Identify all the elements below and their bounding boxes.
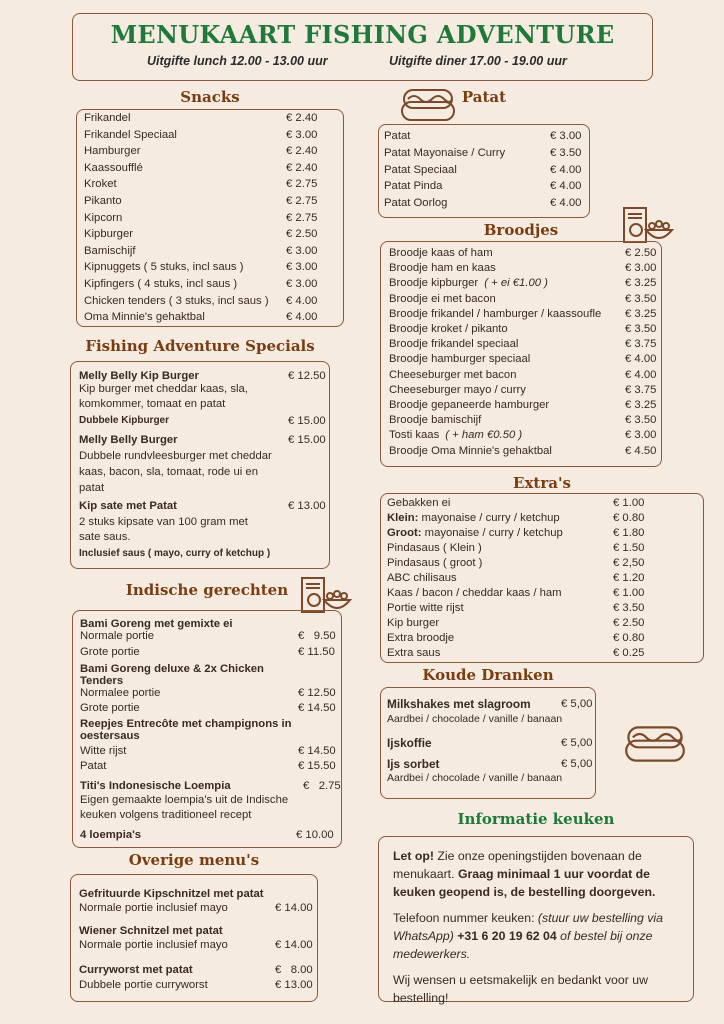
special-melly-kip-name: Melly Belly Kip Burger [79, 370, 199, 382]
menu-item [381, 353, 661, 368]
menu-item-name [389, 308, 601, 320]
menu-item-label: ABC chilisaus [387, 572, 457, 584]
menu-item [381, 542, 703, 557]
menu-item-name [84, 212, 122, 224]
special-sauce-note: Inclusief saus ( mayo, curry of ketchup ) [79, 548, 271, 559]
menu-item-price: € 3.00 [286, 128, 318, 141]
patat-heading: Patat [461, 88, 507, 106]
menu-item-price: € 0.80 [613, 512, 645, 524]
sorbet-desc: Aardbei / chocolade / vanille / banaan [387, 772, 563, 784]
menu-item-label: mayonaise / curry / ketchup [421, 527, 563, 539]
menu-item-label: Frikandel Speciaal [84, 128, 177, 141]
menu-item-price: € 4.50 [625, 444, 657, 457]
menu-item-price: € 4.00 [550, 197, 582, 210]
menu-item-label: Patat [384, 130, 411, 142]
info-phone-note: of bestel bij onze medewerkers. [393, 929, 653, 961]
menu-item-name [387, 647, 440, 659]
menu-item-name [84, 245, 135, 257]
menu-item-name [84, 178, 117, 190]
ijskoffie-name: Ijskoffie [387, 736, 432, 750]
info-notice-text: Zie onze openingstijden bovenaan de menukaart. [393, 849, 642, 881]
menu-item [381, 445, 661, 460]
menu-item-price: € 3.00 [550, 130, 582, 142]
menu-item-label: Broodje Oma Minnie's gehaktbal [389, 444, 552, 457]
menu-item-label: Kipburger [84, 228, 133, 241]
menu-item-name [389, 429, 522, 441]
menu-item-price: € 3.00 [625, 429, 657, 442]
menu-item-label: Broodje gepaneerde hamburger [389, 399, 550, 411]
menu-item-name [387, 617, 439, 629]
broodjes-heading: Broodjes [483, 221, 559, 239]
menu-item [381, 384, 661, 399]
menu-item [77, 112, 343, 129]
menu-item-price: € 2.50 [613, 617, 645, 629]
menu-item [381, 414, 661, 429]
menu-item-label: Cheeseburger mayo / curry [389, 383, 526, 396]
menu-item-price: € 3.00 [625, 262, 657, 275]
menu-item-label: Broodje ham en kaas [389, 262, 496, 275]
info-phone-note: (stuur uw bestelling via WhatsApp) [393, 911, 663, 943]
milkshake-desc: Aardbei / chocolade / vanille / banaan [387, 713, 563, 725]
menu-item-label: Broodje hamburger speciaal [389, 353, 531, 366]
special-melly-kip-desc: komkommer, tomaat en patat [79, 398, 226, 410]
menu-item-price: € 2.40 [286, 145, 318, 158]
menu-item [381, 602, 703, 617]
menu-item [379, 180, 589, 197]
menu-item-name [387, 497, 450, 509]
menu-item-label: Chicken tenders ( 3 stuks, incl saus ) [84, 294, 269, 307]
menu-item [381, 617, 703, 632]
bami1-price: € 11.50 [298, 646, 335, 658]
menu-item-label: Kaassoufflé [84, 161, 143, 174]
menu-item-price: € 2.50 [625, 247, 657, 259]
info-heading: Informatie keuken [457, 810, 615, 828]
special-dubbele-kip-name: Dubbele Kipburger [79, 415, 170, 426]
menu-item-price: € 3.25 [625, 307, 657, 320]
lunch-times: Uitgifte lunch 12.00 - 13.00 uur [147, 54, 328, 68]
wiener-row: Normale portie inclusief mayo [79, 939, 228, 951]
menu-item [379, 130, 589, 147]
menu-item-name [389, 247, 493, 259]
sorbet-name: Ijs sorbet [387, 757, 440, 771]
menu-item [381, 338, 661, 353]
menu-item-label: Portie witte rijst [387, 602, 464, 614]
menu-item-label: Broodje frikandel / hamburger / kaassoufle [389, 307, 602, 320]
menu-item-name [387, 512, 560, 524]
info-box [378, 836, 694, 1005]
menu-item-name [84, 261, 244, 273]
broodjes-box [380, 241, 662, 467]
menu-item [77, 178, 343, 195]
menu-title: MENUKAART FISHING ADVENTURE [110, 20, 615, 49]
special-melly-kip-desc: Kip burger met cheddar kaas, sla, [79, 383, 248, 395]
menu-item-name [384, 197, 447, 209]
info-notice [393, 847, 681, 901]
menu-item-name [84, 311, 205, 323]
sorbet-price: € 5,00 [561, 758, 593, 770]
menu-item [381, 247, 661, 262]
menu-item-price: € 2.75 [286, 195, 318, 207]
menu-item-price: € 3.00 [286, 278, 318, 290]
curryworst-row: Dubbele portie curryworst [79, 979, 208, 991]
curryworst-price: € 13.00 [275, 979, 313, 991]
menu-item-name [387, 572, 457, 584]
special-melly-burger-name: Melly Belly Burger [79, 434, 178, 446]
menu-item-label: Broodje kaas of ham [389, 247, 493, 259]
kipschnitzel-price: € 14.00 [275, 902, 313, 914]
menu-item [77, 278, 343, 295]
menu-item-name [384, 180, 442, 192]
menu-item-label: Kipcorn [84, 211, 123, 224]
menu-item-price: € 3.50 [613, 602, 645, 614]
menu-item-extra: ( + ham €0.50 ) [445, 429, 523, 442]
info-notice-bold: Graag minimaal 1 uur voordat de keuken geopend is, de bestelling doorgeven. [393, 867, 656, 899]
menu-item [381, 632, 703, 647]
menu-item-name [84, 228, 133, 240]
menu-item-price: € 2.75 [286, 211, 318, 224]
menu-item [379, 164, 589, 181]
menu-item-label: Kipnuggets ( 5 stuks, incl saus ) [84, 261, 244, 274]
menu-item-price: € 1.50 [613, 542, 645, 554]
bami1-name: Bami Goreng met gemixte ei [80, 618, 233, 630]
menu-item-label: Extra saus [387, 647, 441, 659]
menu-item-label: Cheeseburger met bacon [389, 368, 517, 381]
menu-item-label: Broodje kipburger [389, 277, 479, 290]
menu-item-price: € 4.00 [550, 180, 582, 193]
menu-item-price: € 4.00 [625, 368, 657, 381]
loempia-name: Titi's Indonesische Loempia [80, 780, 231, 792]
menu-item-price: € 3.50 [625, 414, 657, 427]
menu-item-price: € 4.00 [625, 353, 657, 366]
patat-box [378, 124, 590, 218]
menu-item-price: € 2.75 [286, 178, 318, 191]
special-melly-burger-price: € 15.00 [288, 434, 326, 446]
bami2-row: Grote portie [80, 702, 140, 714]
menu-item-name [389, 277, 548, 289]
special-kipsate-price: € 13.00 [288, 500, 326, 512]
loempia-desc: Eigen gemaakte loempia's uit de Indische [80, 794, 289, 806]
bami2-price: € 12.50 [298, 687, 336, 699]
bami2-name: Bami Goreng deluxe & 2x Chicken Tenders [80, 663, 264, 687]
menu-item-name [384, 164, 457, 176]
menu-item-name [84, 112, 130, 124]
menu-item-label: Patat Pinda [384, 180, 443, 193]
menu-item [77, 311, 343, 328]
menu-item-name [387, 527, 563, 539]
menu-item-label: Hamburger [84, 145, 141, 158]
bami1-row: Normale portie [80, 630, 155, 642]
dranken-box [380, 687, 596, 799]
menu-item [381, 557, 703, 572]
bami1-price: € 9.50 [298, 630, 336, 642]
menu-item-price: € 3.50 [625, 323, 657, 335]
menu-item [77, 295, 343, 312]
reepjes-price: € 14.50 [298, 745, 336, 757]
menu-item-price: € 2.50 [286, 228, 318, 241]
menu-item-price: € 3.50 [550, 146, 582, 159]
menu-item-name [84, 162, 143, 174]
menu-item [381, 587, 703, 602]
loempia-price: € 2.75 [303, 780, 341, 792]
info-phone-number: +31 6 20 19 62 04 [453, 929, 557, 943]
special-melly-burger-desc: Dubbele rundvleesburger met cheddar [79, 450, 272, 462]
menu-item-name [389, 399, 549, 411]
dranken-heading: Koude Dranken [422, 666, 554, 684]
menu-item-price: € 3.50 [625, 292, 657, 305]
menu-item [77, 195, 343, 212]
menu-item-size: Klein: [387, 512, 419, 524]
milkshake-name: Milkshakes met slagroom [387, 697, 531, 711]
menu-item-name [389, 323, 508, 335]
four-loempia-price: € 10.00 [296, 829, 334, 841]
menu-item-name [84, 278, 237, 290]
menu-item-name [389, 338, 518, 350]
menu-item [381, 647, 703, 662]
menu-item-price: € 0.25 [613, 647, 645, 659]
info-phone-label: Telefoon nummer keuken: [393, 911, 538, 925]
menu-item-label: Kroket [84, 178, 117, 191]
menu-item-name [389, 353, 530, 365]
reepjes-price: € 15.50 [298, 760, 336, 772]
menu-item-label: Broodje frikandel speciaal [389, 338, 519, 351]
menu-item-label: Kaas / bacon / cheddar kaas / ham [387, 587, 562, 599]
menu-item [381, 262, 661, 277]
menu-item-label: Broodje kroket / pikanto [389, 323, 508, 335]
extras-heading: Extra's [513, 474, 571, 492]
menu-item-label: Pindasaus ( groot ) [387, 557, 483, 569]
menu-item [381, 277, 661, 292]
bami2-price: € 14.50 [298, 702, 336, 714]
menu-item-price: € 2.40 [286, 161, 318, 174]
menu-item [77, 129, 343, 146]
menu-item [381, 369, 661, 384]
menu-item-price: € 2,50 [613, 557, 645, 569]
specials-heading: Fishing Adventure Specials [85, 337, 315, 355]
menu-item-price: € 4.00 [550, 163, 582, 176]
menu-item [381, 323, 661, 338]
kipschnitzel-row: Normale portie inclusief mayo [79, 902, 228, 914]
curryworst-price: € 8.00 [275, 964, 313, 976]
snacks-box [76, 109, 344, 327]
hotdog-icon [400, 84, 456, 126]
menu-item [77, 145, 343, 162]
menu-item-name [84, 129, 177, 141]
menu-item-name [389, 293, 496, 305]
menu-item-price: € 3.25 [625, 399, 657, 411]
reepjes-name: Reepjes Entrecôte met champignons in oestersaus [80, 718, 292, 742]
menu-item-label: Patat Speciaal [384, 163, 457, 176]
special-melly-burger-desc: patat [79, 482, 105, 494]
menu-item-name [84, 295, 269, 307]
menu-item-extra: ( + ei €1.00 ) [484, 277, 548, 290]
menu-item-label: Tosti kaas [389, 429, 440, 442]
loempia-desc: keuken volgens traditioneel recept [80, 809, 252, 821]
kipschnitzel-name: Gefrituurde Kipschnitzel met patat [79, 888, 264, 900]
menu-item-name [387, 542, 482, 554]
menu-item [77, 261, 343, 278]
menu-item-price: € 1.00 [613, 587, 645, 599]
menu-item-label: Pindasaus ( Klein ) [387, 542, 482, 554]
extras-box [380, 493, 704, 663]
menu-item [77, 228, 343, 245]
bami2-row: Normalee portie [80, 687, 161, 699]
menu-item-name [384, 147, 505, 159]
reepjes-row: Witte rijst [80, 745, 127, 757]
special-kipsate-name: Kip sate met Patat [79, 500, 177, 512]
indisch-box [72, 610, 342, 848]
menu-item-name [389, 445, 552, 457]
four-loempia-name: 4 loempia's [80, 829, 142, 841]
menu-item [77, 162, 343, 179]
menu-item-name [389, 262, 496, 274]
special-melly-burger-desc: kaas, bacon, sla, tomaat, rode ui en [79, 466, 258, 478]
menu-item-label: Extra broodje [387, 632, 455, 644]
menu-item-name [389, 384, 526, 396]
menu-item-price: € 4.00 [286, 294, 318, 307]
menu-item [381, 399, 661, 414]
special-melly-kip-price: € 12.50 [288, 370, 326, 382]
curryworst-name: Curryworst met patat [79, 964, 193, 976]
menu-item [381, 293, 661, 308]
menu-item-price: € 4.00 [286, 311, 318, 324]
menu-item-name [387, 557, 482, 569]
menu-item-label: Bamischijf [84, 244, 136, 257]
wiener-name: Wiener Schnitzel met patat [79, 925, 223, 937]
special-kipsate-desc: sate saus. [79, 531, 131, 543]
menu-item-name [389, 414, 481, 426]
ijskoffie-price: € 5,00 [561, 737, 593, 749]
menu-item-label: Gebakken ei [387, 497, 451, 509]
menu-item [381, 497, 703, 512]
info-phone [393, 909, 681, 963]
menu-item-price: € 3.00 [286, 261, 318, 274]
bami1-row: Grote portie [80, 646, 140, 658]
menu-item-price: € 2.40 [286, 112, 318, 124]
menu-item-label: Frikandel [84, 112, 131, 124]
menu-item-label: Broodje ei met bacon [389, 292, 496, 305]
menu-item [381, 429, 661, 444]
menu-item-price: € 3.00 [286, 244, 318, 257]
menu-item-price: € 3.75 [625, 383, 657, 396]
milkshake-price: € 5,00 [561, 698, 593, 710]
snacks-heading: Snacks [180, 88, 240, 106]
menu-item-price: € 0.80 [613, 632, 645, 644]
menu-item-label: Kipfingers ( 4 stuks, incl saus ) [84, 278, 238, 290]
menu-item-label: Oma Minnie's gehaktbal [84, 311, 205, 324]
menu-item-name [384, 130, 410, 142]
menu-item-label: Pikanto [84, 195, 122, 207]
menu-item [379, 197, 589, 214]
hotdog-icon [624, 720, 686, 768]
menu-item-name [387, 587, 562, 599]
menu-item-label: Patat Oorlog [384, 197, 448, 210]
menu-item-price: € 3.75 [625, 338, 657, 351]
menu-item-name [387, 632, 454, 644]
menu-item [381, 527, 703, 542]
menu-item [381, 512, 703, 527]
menu-item-price: € 1.00 [613, 497, 645, 509]
menu-item [381, 572, 703, 587]
menu-item-label: Kip burger [387, 617, 440, 629]
menu-item-label: Broodje bamischijf [389, 414, 482, 427]
diner-times: Uitgifte diner 17.00 - 19.00 uur [389, 54, 567, 68]
special-dubbele-kip-price: € 15.00 [288, 415, 326, 427]
specials-box [70, 361, 330, 569]
indisch-heading: Indische gerechten [125, 581, 289, 599]
menu-item-size: Groot: [387, 527, 422, 539]
special-kipsate-desc: 2 stuks kipsate van 100 gram met [79, 516, 248, 528]
menu-item-name [84, 195, 122, 207]
info-notice-bold: Let op! [393, 849, 434, 863]
menu-item [381, 308, 661, 323]
overige-heading: Overige menu's [128, 851, 260, 869]
header-box [72, 13, 653, 81]
menu-item-name [387, 602, 464, 614]
overige-box [70, 874, 318, 1002]
menu-item [379, 147, 589, 164]
reepjes-row: Patat [80, 760, 107, 772]
wiener-price: € 14.00 [275, 939, 313, 951]
menu-item [77, 212, 343, 229]
menu-item-name [389, 369, 516, 381]
menu-item-price: € 3.25 [625, 277, 657, 290]
menu-item-label: mayonaise / curry / ketchup [418, 512, 560, 524]
menu-item-label: Patat Mayonaise / Curry [384, 146, 506, 159]
info-thanks: Wij wensen u eetsmakelijk en bedankt voor uw bestelling! [393, 973, 648, 1005]
menu-item-name [84, 145, 141, 157]
menu-item-price: € 1.20 [613, 572, 645, 584]
menu-item [77, 245, 343, 262]
menu-item-price: € 1.80 [613, 527, 645, 539]
